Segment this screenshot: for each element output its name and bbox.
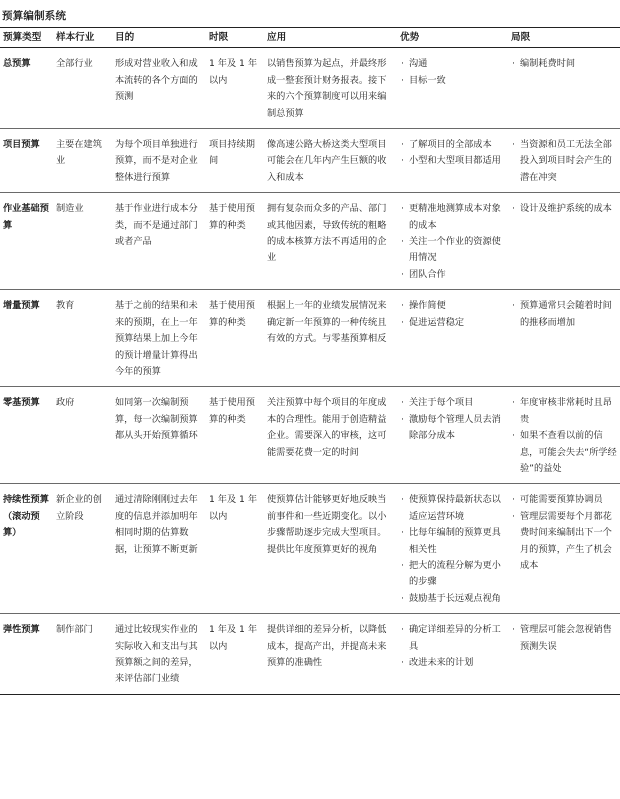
limitation-item: · 管理层需要每个月都花费时间来编制出下一个月的预算，产生了机会成本 [511,509,617,575]
limitations-cell-list [511,622,617,655]
advantage-item: · 促进运营稳定 [400,315,505,331]
advantage-item: · 关注一个作业的资源使用情况 [400,234,505,267]
industry-cell: 全部行业 [56,58,93,70]
limitation-item: · 预算通常只会随着时间的推移而增加 [511,298,617,331]
advantages-cell-list [400,137,505,170]
purpose-cell: 基于之前的结果和未来的预期，在上一年预算结果上加上今年的预计增量计算得出今年的预算 [115,300,198,377]
limitations-cell-list [511,395,617,477]
period-cell: 项目持续期间 [209,139,255,167]
header-sample-industry: 样本行业 [56,32,95,43]
budget-type-cell: 持续性预算（滚动预算） [3,494,49,539]
advantages-cell-list [400,395,505,444]
limitation-item: · 如果不查看以前的信息，可能会失去“所学经验”的益处 [511,428,617,477]
industry-cell: 制造业 [56,203,84,215]
header-budget-type: 预算类型 [3,32,42,43]
budget-type-cell: 项目预算 [3,139,40,151]
application-cell: 根据上一年的业绩发展情况来确定新一年预算的一种传统且有效的方式。与零基预算相反 [267,300,387,345]
limitation-item: · 可能需要预算协调员 [511,492,617,508]
header-advantages: 优势 [400,32,420,43]
industry-cell: 制作部门 [56,624,93,636]
advantages-cell [397,614,508,695]
advantages-cell-list [400,201,505,283]
purpose-cell: 通过清除刚刚过去年度的信息并添加明年相同时期的估算数据，让预算不断更新 [115,494,198,555]
advantages-cell [397,129,508,193]
industry-cell: 教育 [56,300,75,312]
application-cell: 使预算估计能够更好地反映当前事件和一些近期变化。以小步骤帮助逐步完成大型项目。提供比年度预算更好的视角 [267,494,387,555]
limitations-cell [508,387,620,484]
header-purpose: 目的 [115,32,135,43]
limitation-item: · 管理层可能会忽视销售预测失误 [511,622,617,655]
table-row [0,614,620,695]
header-time-period: 时限 [209,32,229,43]
advantages-cell [397,387,508,484]
table-row [0,48,620,129]
advantage-item: · 了解项目的全部成本 [400,137,505,153]
period-cell: 基于使用预算的种类 [209,203,255,231]
advantages-cell [397,48,508,129]
table-header-row [0,28,620,48]
limitations-cell [508,193,620,290]
advantage-item: · 团队合作 [400,267,505,283]
industry-cell: 主要在建筑业 [56,139,102,167]
advantage-item: · 小型和大型项目都适用 [400,153,505,169]
header-application: 应用 [267,32,287,43]
limitations-cell [508,614,620,695]
advantage-item: · 沟通 [400,56,505,72]
advantage-item: · 使预算保持最新状态以适应运营环境 [400,492,505,525]
period-cell: 1 年及 1 年以内 [209,494,258,522]
advantages-cell [397,484,508,614]
limitation-item: · 当资源和员工无法全部投入到项目时会产生的潜在冲突 [511,137,617,186]
limitations-cell [508,290,620,387]
limitations-cell [508,48,620,129]
advantages-cell [397,290,508,387]
header-limitations: 局限 [511,32,531,43]
table-row [0,290,620,387]
advantages-cell-list [400,492,505,607]
limitations-cell-list [511,56,617,72]
limitations-cell-list [511,201,617,217]
limitations-cell-list [511,298,617,331]
table-row [0,484,620,614]
limitations-cell-list [511,137,617,186]
table-caption: 预算编制系统 [2,10,67,22]
advantage-item: · 目标一致 [400,73,505,89]
budget-type-cell: 零基预算 [3,397,40,409]
limitations-cell [508,484,620,614]
period-cell: 基于使用预算的种类 [209,397,255,425]
budget-type-cell: 总预算 [3,58,31,70]
advantage-item: · 关注于每个项目 [400,395,505,411]
budget-type-cell: 作业基础预算 [3,203,49,231]
advantages-cell-list [400,298,505,331]
budget-type-cell: 增量预算 [3,300,40,312]
advantage-item: · 把大的流程分解为更小的步骤 [400,558,505,591]
limitations-cell [508,129,620,193]
advantage-item: · 激励每个管理人员去消除部分成本 [400,412,505,445]
period-cell: 1 年及 1 年以内 [209,58,258,86]
advantages-cell [397,193,508,290]
advantage-item: · 确定详细差异的分析工具 [400,622,505,655]
limitations-cell-list [511,492,617,574]
purpose-cell: 通过比较现实作业的实际收入和支出与其预算额之间的差异，来评估部门业绩 [115,624,198,685]
application-cell: 关注预算中每个项目的年度成本的合理性。能用于创造精益企业。需要深入的审核，这可能需要花费一定的时间 [267,397,387,458]
advantage-item: · 比每年编制的预算更具相关性 [400,525,505,558]
limitation-item: · 设计及维护系统的成本 [511,201,617,217]
industry-cell: 政府 [56,397,75,409]
purpose-cell: 形成对营业收入和成本流转的各个方面的预测 [115,58,198,103]
application-cell: 像高速公路大桥这类大型项目可能会在几年内产生巨额的收入和成本 [267,139,387,183]
application-cell: 以销售预算为起点，并最终形成一整套预计财务报表。接下来的六个预算制度可以用来编制总预算 [267,58,387,119]
period-cell: 1 年及 1 年以内 [209,624,258,652]
application-cell: 拥有复杂而众多的产品、部门或其他因素，导致传统的粗略的成本核算方法不再适用的企业 [267,203,387,264]
limitation-item: · 编制耗费时间 [511,56,617,72]
table-row [0,387,620,484]
budget-type-cell: 弹性预算 [3,624,40,636]
table-row [0,193,620,290]
advantage-item: · 操作简便 [400,298,505,314]
application-cell: 提供详细的差异分析，以降低成本，提高产出，并提高未来预算的准确性 [267,624,387,668]
budget-systems-table [0,27,620,695]
advantages-cell-list [400,622,505,671]
period-cell: 基于使用预算的种类 [209,300,255,328]
advantage-item: · 鼓励基于长远观点视角 [400,591,505,607]
advantages-cell-list [400,56,505,89]
purpose-cell: 为每个项目单独进行预算，而不是对企业整体进行预算 [115,139,198,183]
table-row [0,129,620,193]
advantage-item: · 更精准地测算成本对象的成本 [400,201,505,234]
advantage-item: · 改进未来的计划 [400,655,505,671]
industry-cell: 新企业的创立阶段 [56,494,102,522]
purpose-cell: 如同第一次编制预算，每一次编制预算都从头开始预算循环 [115,397,198,442]
limitation-item: · 年度审核非常耗时且昂贵 [511,395,617,428]
purpose-cell: 基于作业进行成本分类，而不是通过部门或者产品 [115,203,198,248]
